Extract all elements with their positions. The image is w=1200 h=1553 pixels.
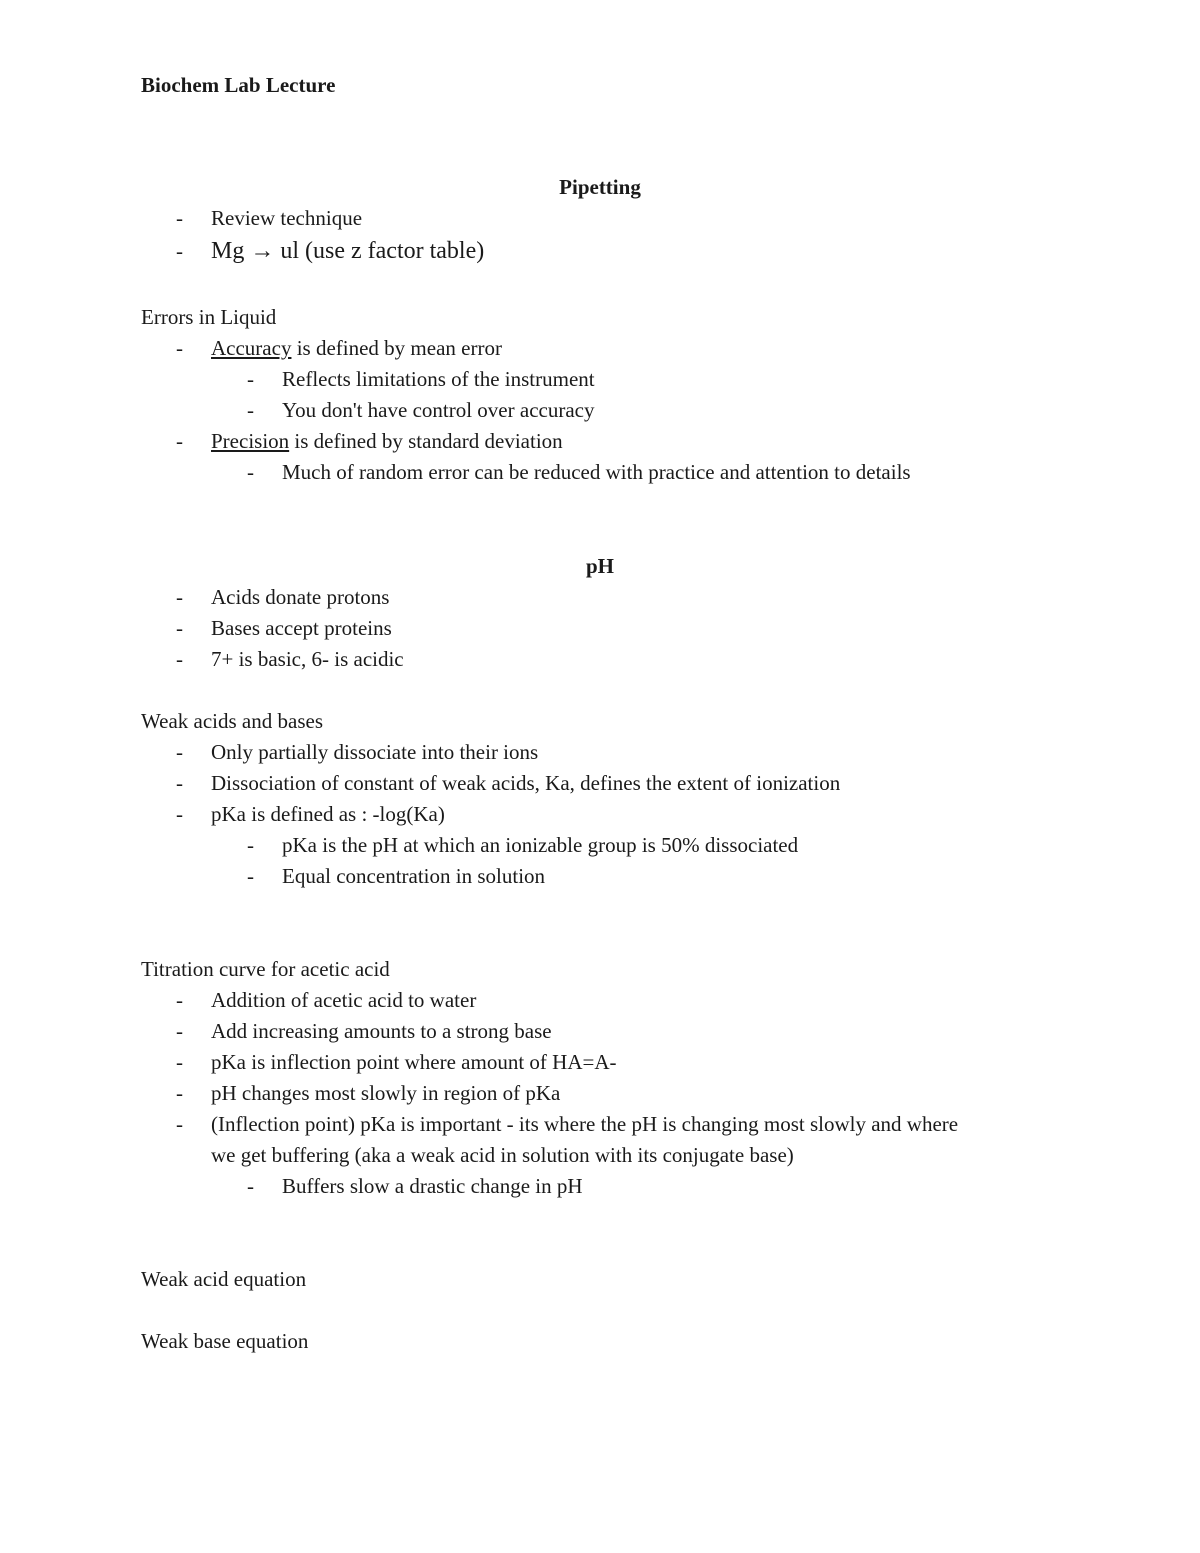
document-title: Biochem Lab Lecture [141, 73, 336, 97]
sub-list-item: - Reflects limitations of the instrument [247, 367, 595, 391]
sub-list-item: - You don't have control over accuracy [247, 398, 595, 422]
list-item: - pKa is defined as : -log(Ka) [176, 802, 445, 826]
heading-errors-in-liquid: Errors in Liquid [141, 305, 277, 329]
section-title-ph: pH [585, 554, 614, 578]
accuracy-term: Accuracy [211, 336, 292, 360]
list-item: - Acids donate protons [176, 585, 390, 609]
heading-weak-acid-equation: Weak acid equation [141, 1267, 307, 1291]
list-item: - 7+ is basic, 6- is acidic [176, 647, 404, 671]
list-item: - Addition of acetic acid to water [176, 988, 477, 1012]
list-item: - pKa is inflection point where amount of HA=A- [176, 1050, 617, 1074]
list-item: - Review technique [176, 206, 363, 230]
list-item: - (Inflection point) pKa is important - its where the pH is changing most slowly and where [176, 1112, 959, 1136]
heading-weak-base-equation: Weak base equation [141, 1329, 309, 1353]
precision-term: Precision [211, 429, 290, 453]
list-item: - Precision is defined by standard deviation [176, 429, 563, 453]
list-item: - pH changes most slowly in region of pKa [176, 1081, 561, 1105]
list-item: - Dissociation of constant of weak acids, Ka, defines the extent of ionization [176, 771, 841, 795]
list-item-continuation: we get buffering (aka a weak acid in solution with its conjugate base) [211, 1143, 794, 1167]
sub-list-item: - Much of random error can be reduced with practice and attention to details [247, 460, 911, 484]
list-item: - Mg → ul (use z factor table) [176, 238, 485, 264]
list-item: - Add increasing amounts to a strong base [176, 1019, 552, 1043]
list-item: - Only partially dissociate into their ions [176, 740, 539, 764]
sub-list-item: - Buffers slow a drastic change in pH [247, 1174, 583, 1198]
section-title-pipetting: Pipetting [559, 175, 641, 199]
heading-weak-acids-and-bases: Weak acids and bases [141, 709, 323, 733]
sub-list-item: - Equal concentration in solution [247, 864, 546, 888]
list-item: - Accuracy is defined by mean error [176, 336, 502, 360]
sub-list-item: - pKa is the pH at which an ionizable group is 50% dissociated [247, 833, 799, 857]
heading-titration-curve: Titration curve for acetic acid [141, 957, 390, 981]
list-item: - Bases accept proteins [176, 616, 392, 640]
